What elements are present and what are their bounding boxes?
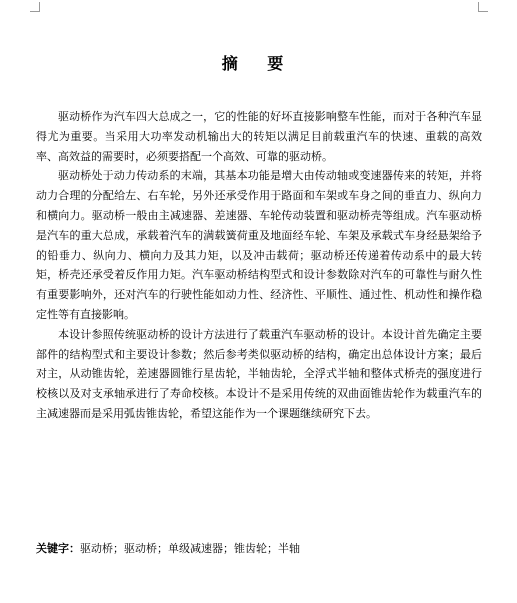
abstract-paragraph-3: 本设计参照传统驱动桥的设计方法进行了载重汽车驱动桥的设计。本设计首先确定主要部件的结构型式和主要设计参数；然后参考类似驱动桥的结构，确定出总体设计方案；最后对主，从动锥齿轮，差速器圆锥行星齿轮，半轴齿轮，全浮式半轴和整体式桥壳的强度进行校核以及对支承轴承进行了寿命校核。本设计不是采用传统的双曲面锥齿轮作为载重汽车的主减速器而是采用弧齿锥齿轮，希望这能作为一个课题继续研究下去。 [36,327,482,420]
abstract-paragraph-2: 驱动桥处于动力传动系的末端，其基本功能是增大由传动轴或变速器传来的转矩，并将动力合理的分配给左、右车轮，另外还承受作用于路面和车架或车身之间的垂直力、纵向力和横向力。驱动桥一般由主减速器、差速器、车轮传动装置和驱动桥壳等组成。汽车驱动桥是汽车的重大总成，承载着汽车的满载簧荷重及地面经车轮、车架及承载式车身经悬架给予的铅垂力、纵向力、横向力及其力矩，以及冲击载荷；驱动桥还传递着传动系中的最大转矩，桥壳还承受着反作用力矩。汽车驱动桥结构型式和设计参数除对汽车的可靠性与耐久性有重要影响外，还对汽车的行驶性能如动力性、经济性、平顺性、通过性、机动性和操作稳定性等有直接影响。 [36,169,482,321]
page-corner-mark-right [478,2,488,12]
keywords-label: 关键字： [36,542,80,555]
page-corner-mark-left [30,2,40,12]
keywords-line [36,539,482,558]
abstract-paragraph-1: 驱动桥作为汽车四大总成之一，它的性能的好坏直接影响整车性能，而对于各种汽车显得尤为重要。当采用大功率发动机输出大的转矩以满足目前载重汽车的快速、重载的高效率、高效益的需要时，必须要搭配一个高效、可靠的驱动桥。 [36,110,482,163]
abstract-title: 摘 要 [221,54,296,73]
abstract-body [36,107,482,424]
keywords-text: 驱动桥；驱动桥；单级减速器；锥齿轮；半轴 [80,542,300,555]
